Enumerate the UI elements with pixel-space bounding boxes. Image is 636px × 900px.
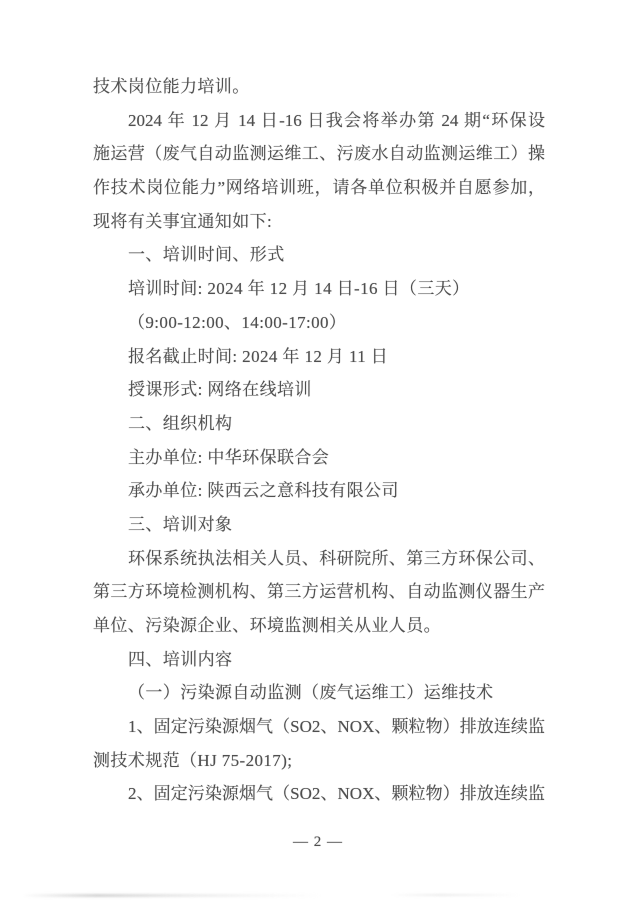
text-line: 现将有关事宜通知如下:	[93, 211, 273, 231]
text-line: 第三方环境检测机构、第三方运营机构、自动监测仪器生产	[93, 582, 545, 602]
document-body	[93, 70, 545, 811]
text-line: 报名截止时间: 2024 年 12 月 11 日	[128, 346, 389, 366]
text-line: 单位、污染源企业、环境监测相关从业人员。	[93, 616, 441, 635]
scan-artifact	[390, 894, 520, 896]
text-line: 四、培训内容	[128, 649, 233, 669]
text-line: 一、培训时间、形式	[128, 245, 285, 265]
scan-artifact	[22, 894, 322, 897]
text-line: 技术岗位能力培训。	[93, 77, 250, 96]
text-line: 授课形式: 网络在线培训	[128, 380, 312, 400]
text-line: 1、固定污染源烟气（SO2、NOX、颗粒物）排放连续监	[128, 717, 545, 737]
text-line: 主办单位: 中华环保联合会	[128, 447, 330, 467]
text-line: 施运营（废气自动监测运维工、污废水自动监测运维工）操	[93, 144, 545, 164]
text-line: 环保系统执法相关人员、科研院所、第三方环保公司、	[128, 548, 545, 568]
text-line: 测技术规范（HJ 75-2017);	[93, 750, 293, 770]
text-line: （一）污染源自动监测（废气运维工）运维技术	[128, 683, 494, 703]
page-number: — 2 —	[293, 834, 343, 850]
text-line: 作技术岗位能力”网络培训班，请各单位积极并自愿参加，	[93, 178, 545, 198]
text-line: 2024 年 12 月 14 日-16 日我会将举办第 24 期“环保设	[128, 110, 545, 130]
text-line: 二、组织机构	[128, 413, 233, 433]
text-line: 承办单位: 陕西云之意科技有限公司	[128, 481, 399, 501]
text-line: 2、固定污染源烟气（SO2、NOX、颗粒物）排放连续监	[128, 784, 545, 804]
text-line: （9:00-12:00、14:00-17:00）	[128, 312, 347, 332]
text-line: 培训时间: 2024 年 12 月 14 日-16 日（三天）	[128, 279, 470, 299]
text-line: 三、培训对象	[128, 514, 233, 534]
